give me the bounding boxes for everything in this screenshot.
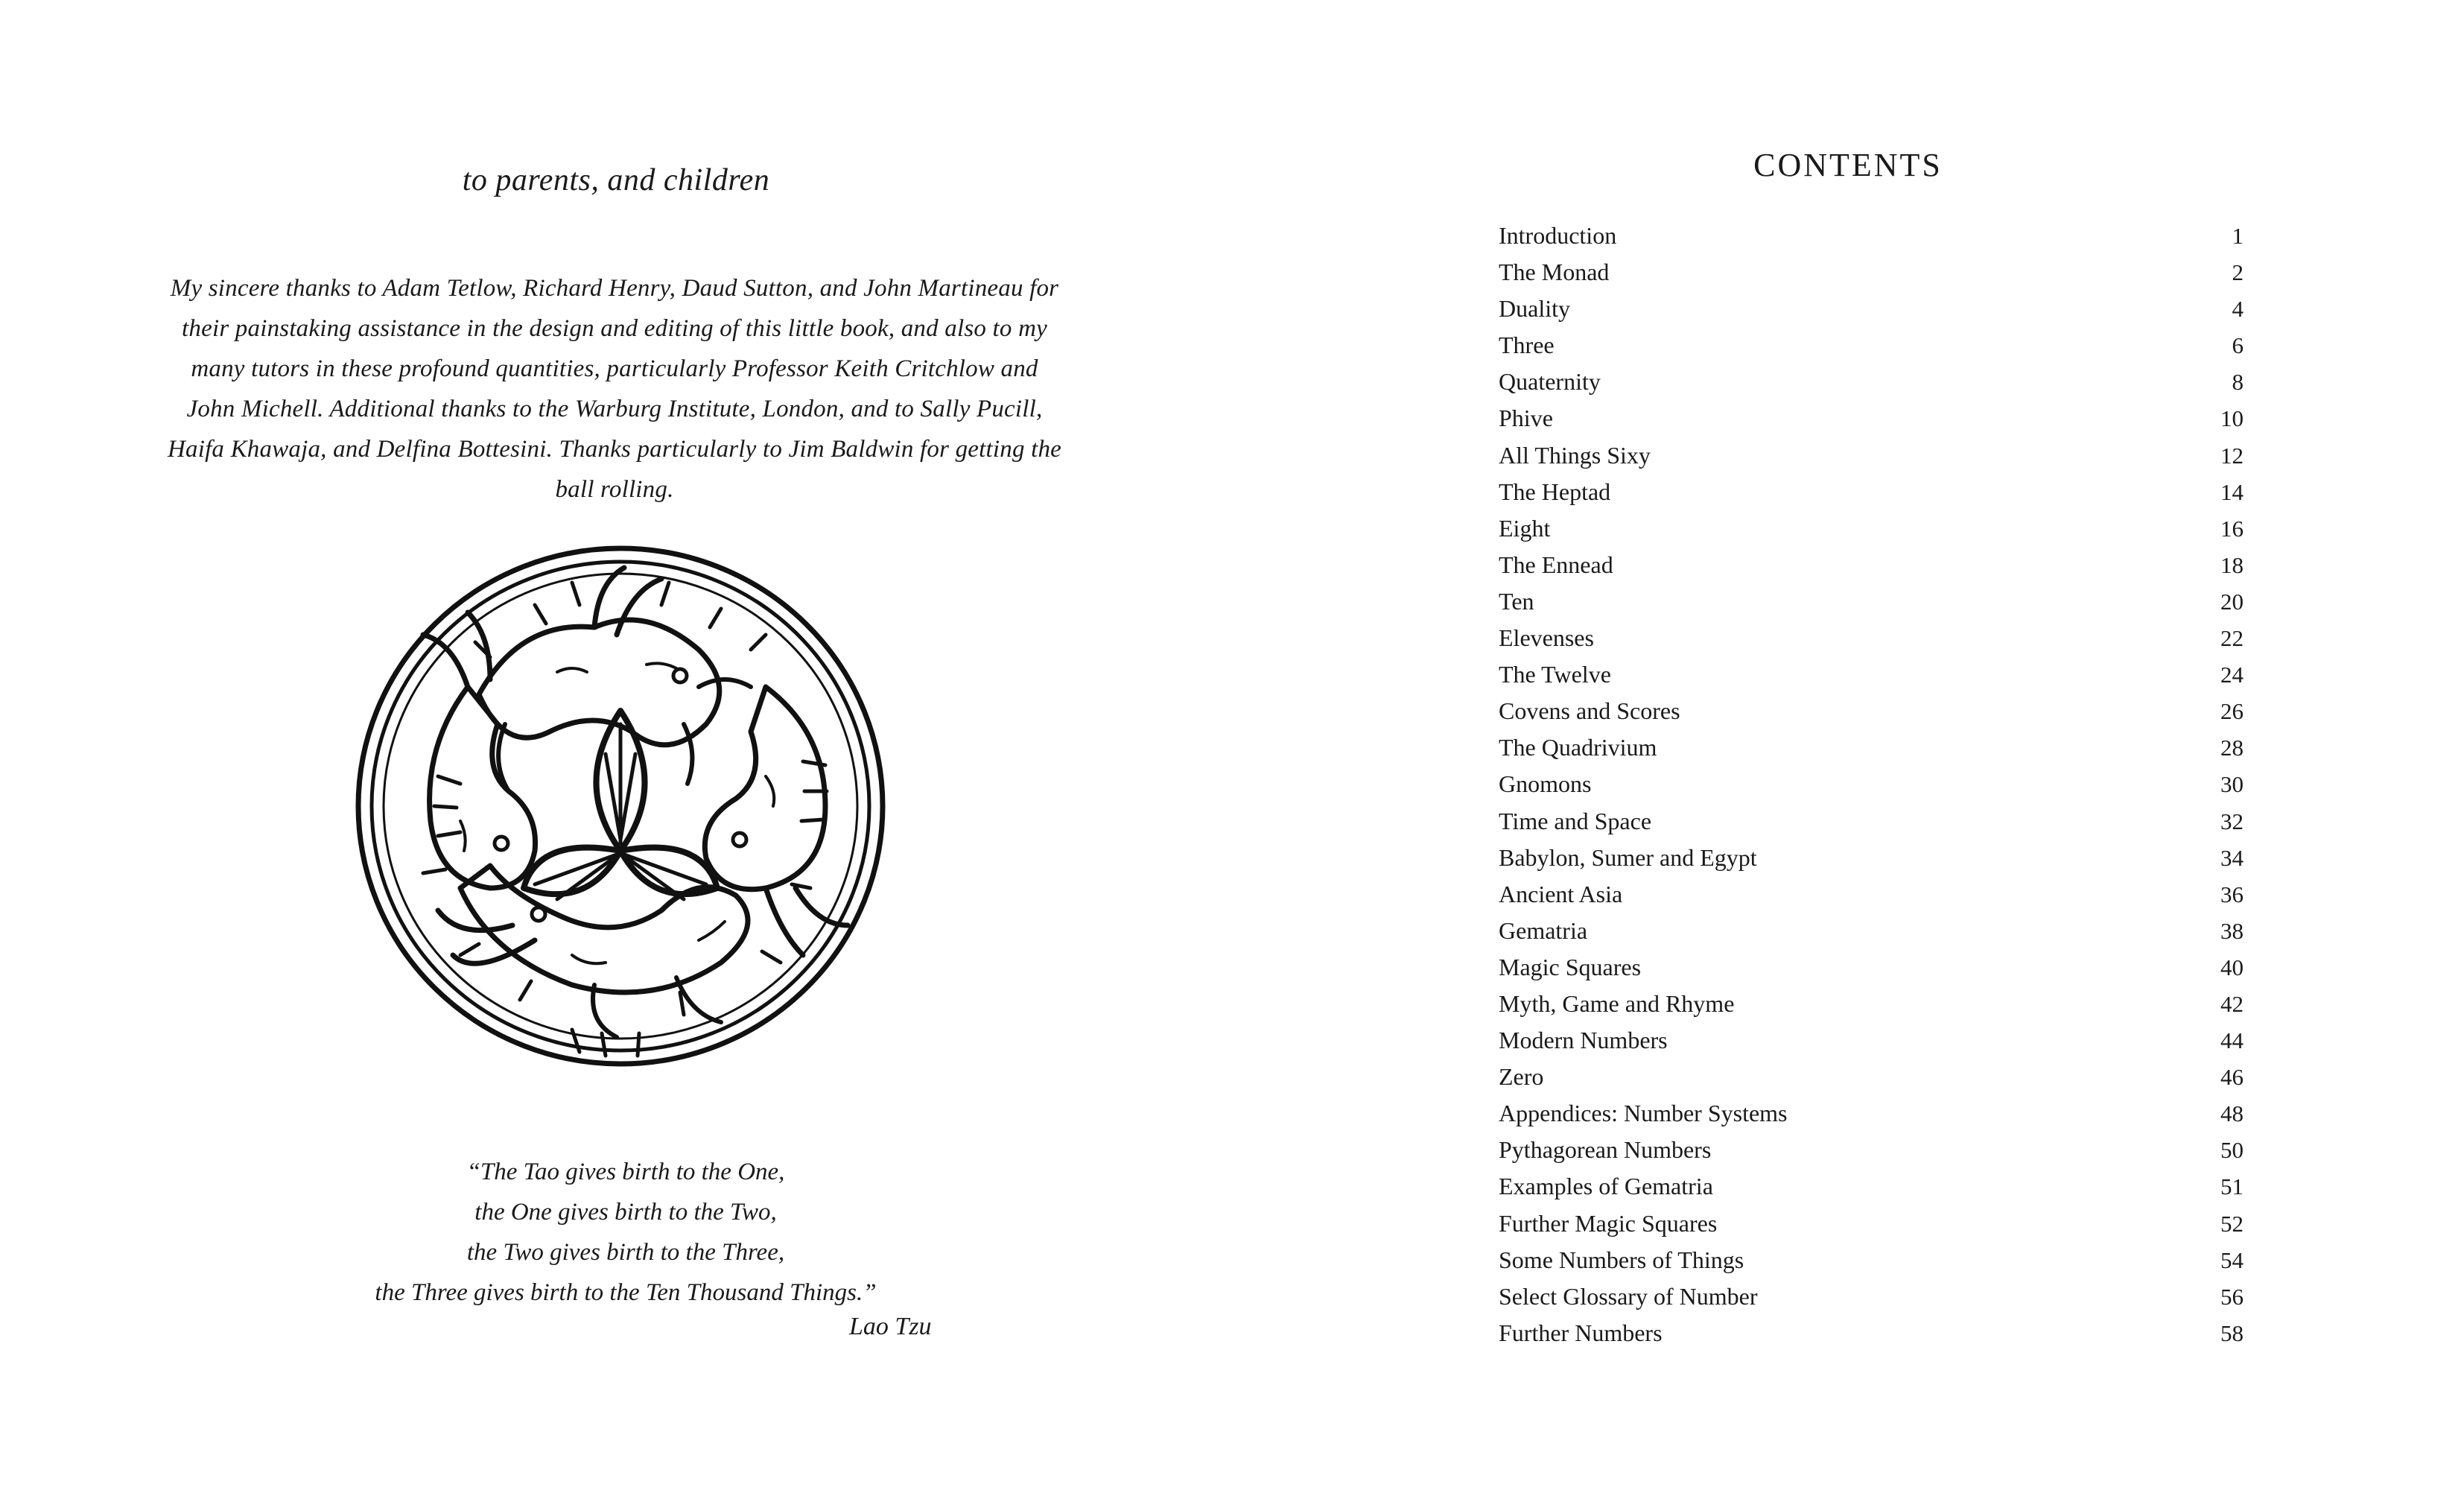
toc-entry-page-number: 20: [2220, 588, 2244, 615]
toc-entry-title: Modern Numbers: [1499, 1027, 1668, 1054]
toc-entry[interactable]: [1499, 697, 2244, 734]
toc-entry[interactable]: [1499, 259, 2244, 295]
toc-entry[interactable]: [1499, 1173, 2244, 1209]
toc-entry-title: Phive: [1499, 405, 1553, 432]
toc-entry-title: Magic Squares: [1499, 953, 1642, 980]
right-page: [1232, 0, 2464, 1496]
toc-entry-page-number: 4: [2232, 296, 2244, 323]
toc-entry-page-number: 50: [2220, 1137, 2244, 1164]
toc-entry[interactable]: [1499, 1063, 2244, 1100]
toc-entry-page-number: 38: [2220, 917, 2244, 944]
toc-entry-page-number: 34: [2220, 844, 2244, 871]
toc-entry-title: The Heptad: [1499, 478, 1611, 505]
toc-entry-title: The Ennead: [1499, 551, 1613, 578]
lao-tzu-quote: [328, 1152, 924, 1313]
toc-entry[interactable]: [1499, 332, 2244, 368]
toc-entry[interactable]: [1499, 222, 2244, 259]
toc-entry[interactable]: [1499, 808, 2244, 844]
toc-entry-page-number: 16: [2220, 515, 2244, 542]
toc-entry[interactable]: [1499, 734, 2244, 770]
acknowledgements-paragraph: My sincere thanks to Adam Tetlow, Richard Henry, Daud Sutton, and John Martineau for their painstaking assistance in the design and editing of this little book, and also to my many tutors in these profound quantities, particularly Professor Keith Critchlow and John Michell. Additional thanks to the Warburg Institute, London, and to Sally Pucill, Haifa Khawaja, and Delfina Bottesini. Thanks particularly to Jim Baldwin for getting the ball rolling.: [167, 275, 1062, 503]
toc-entry[interactable]: [1499, 405, 2244, 441]
toc-entry[interactable]: [1499, 1027, 2244, 1063]
quote-line: the Two gives birth to the Three,: [466, 1239, 785, 1266]
toc-entry-page-number: 51: [2220, 1173, 2244, 1200]
toc-entry[interactable]: [1499, 844, 2244, 881]
toc-entry[interactable]: [1499, 1283, 2244, 1319]
toc-entry[interactable]: [1499, 1100, 2244, 1136]
toc-entry[interactable]: [1499, 770, 2244, 807]
toc-entry-title: Gematria: [1499, 916, 1588, 944]
toc-entry[interactable]: [1499, 881, 2244, 917]
toc-entry-page-number: 36: [2220, 881, 2244, 907]
toc-entry-page-number: 52: [2220, 1210, 2244, 1237]
toc-entry-title: Covens and Scores: [1499, 697, 1680, 725]
toc-entry-title: Eight: [1499, 514, 1551, 542]
toc-entry-title: The Twelve: [1499, 661, 1611, 688]
toc-entry-title: The Quadrivium: [1499, 734, 1657, 761]
toc-entry-page-number: 46: [2220, 1064, 2244, 1091]
toc-entry[interactable]: [1499, 295, 2244, 332]
toc-entry-title: Elevenses: [1499, 624, 1594, 652]
toc-entry-page-number: 8: [2232, 369, 2244, 396]
toc-entry-title: Select Glossary of Number: [1499, 1282, 1758, 1310]
toc-entry-title: Babylon, Sumer and Egypt: [1499, 843, 1757, 871]
toc-entry-page-number: 22: [2220, 625, 2244, 652]
toc-entry-page-number: 42: [2220, 990, 2244, 1017]
toc-entry-page-number: 58: [2220, 1319, 2244, 1346]
toc-entry-page-number: 12: [2220, 442, 2244, 469]
toc-entry[interactable]: [1499, 588, 2244, 624]
toc-entry-page-number: 30: [2220, 771, 2244, 798]
toc-entry-title: Pythagorean Numbers: [1499, 1136, 1712, 1164]
toc-entry-title: Duality: [1499, 295, 1570, 323]
toc-entry-title: All Things Sixy: [1499, 441, 1651, 469]
toc-entry-page-number: 26: [2220, 698, 2244, 725]
toc-entry-title: Quaternity: [1499, 368, 1601, 396]
toc-entry-page-number: 56: [2220, 1283, 2244, 1310]
toc-entry-page-number: 6: [2232, 332, 2244, 359]
toc-entry[interactable]: [1499, 1210, 2244, 1246]
toc-entry-page-number: 14: [2220, 478, 2244, 505]
toc-entry-page-number: 28: [2220, 735, 2244, 761]
toc-entry-page-number: 48: [2220, 1100, 2244, 1127]
dedication: to parents, and children: [462, 163, 770, 197]
toc-entry-title: Appendices: Number Systems: [1499, 1100, 1788, 1127]
toc-entry-page-number: 40: [2220, 954, 2244, 980]
toc-entry[interactable]: [1499, 442, 2244, 478]
toc-entry[interactable]: [1499, 515, 2244, 551]
toc-entry[interactable]: [1499, 954, 2244, 990]
table-of-contents: [1499, 222, 2244, 1356]
toc-entry[interactable]: [1499, 1319, 2244, 1356]
toc-entry-page-number: 10: [2220, 405, 2244, 432]
toc-entry-title: Ancient Asia: [1499, 880, 1623, 907]
toc-entry-title: Zero: [1499, 1063, 1544, 1091]
toc-entry-page-number: 1: [2232, 223, 2244, 249]
toc-entry-title: Introduction: [1499, 222, 1617, 249]
quote-line: “The Tao gives birth to the One,: [466, 1159, 785, 1185]
contents-heading: CONTENTS: [1753, 147, 1943, 183]
toc-entry-title: Examples of Gematria: [1499, 1173, 1713, 1200]
toc-entry[interactable]: [1499, 661, 2244, 697]
quote-author: Lao Tzu: [849, 1313, 932, 1340]
toc-entry[interactable]: [1499, 1246, 2244, 1283]
toc-entry-title: Further Numbers: [1499, 1319, 1663, 1346]
toc-entry-title: Further Magic Squares: [1499, 1209, 1718, 1237]
toc-entry-page-number: 18: [2220, 551, 2244, 578]
toc-entry-page-number: 54: [2220, 1246, 2244, 1273]
toc-entry-title: The Monad: [1499, 259, 1610, 286]
toc-entry[interactable]: [1499, 917, 2244, 954]
toc-entry-page-number: 44: [2220, 1027, 2244, 1054]
toc-entry-title: Myth, Game and Rhyme: [1499, 989, 1735, 1017]
toc-entry-title: Three: [1499, 332, 1555, 359]
toc-entry-title: Gnomons: [1499, 770, 1592, 798]
toc-entry-page-number: 2: [2232, 259, 2244, 286]
toc-entry[interactable]: [1499, 990, 2244, 1027]
toc-entry-title: Ten: [1499, 587, 1534, 615]
toc-entry-title: Time and Space: [1499, 807, 1652, 834]
toc-entry[interactable]: [1499, 478, 2244, 515]
toc-entry-title: Some Numbers of Things: [1499, 1246, 1744, 1273]
toc-entry-page-number: 32: [2220, 808, 2244, 834]
quote-line: the One gives birth to the Two,: [474, 1199, 777, 1226]
toc-entry[interactable]: [1499, 624, 2244, 661]
toc-entry[interactable]: [1499, 368, 2244, 405]
three-hares-woodcut-illustration: [349, 538, 892, 1074]
toc-entry[interactable]: [1499, 551, 2244, 588]
toc-entry[interactable]: [1499, 1136, 2244, 1173]
quote-line: the Three gives birth to the Ten Thousand Things.”: [375, 1279, 877, 1306]
toc-entry-page-number: 24: [2220, 662, 2244, 688]
